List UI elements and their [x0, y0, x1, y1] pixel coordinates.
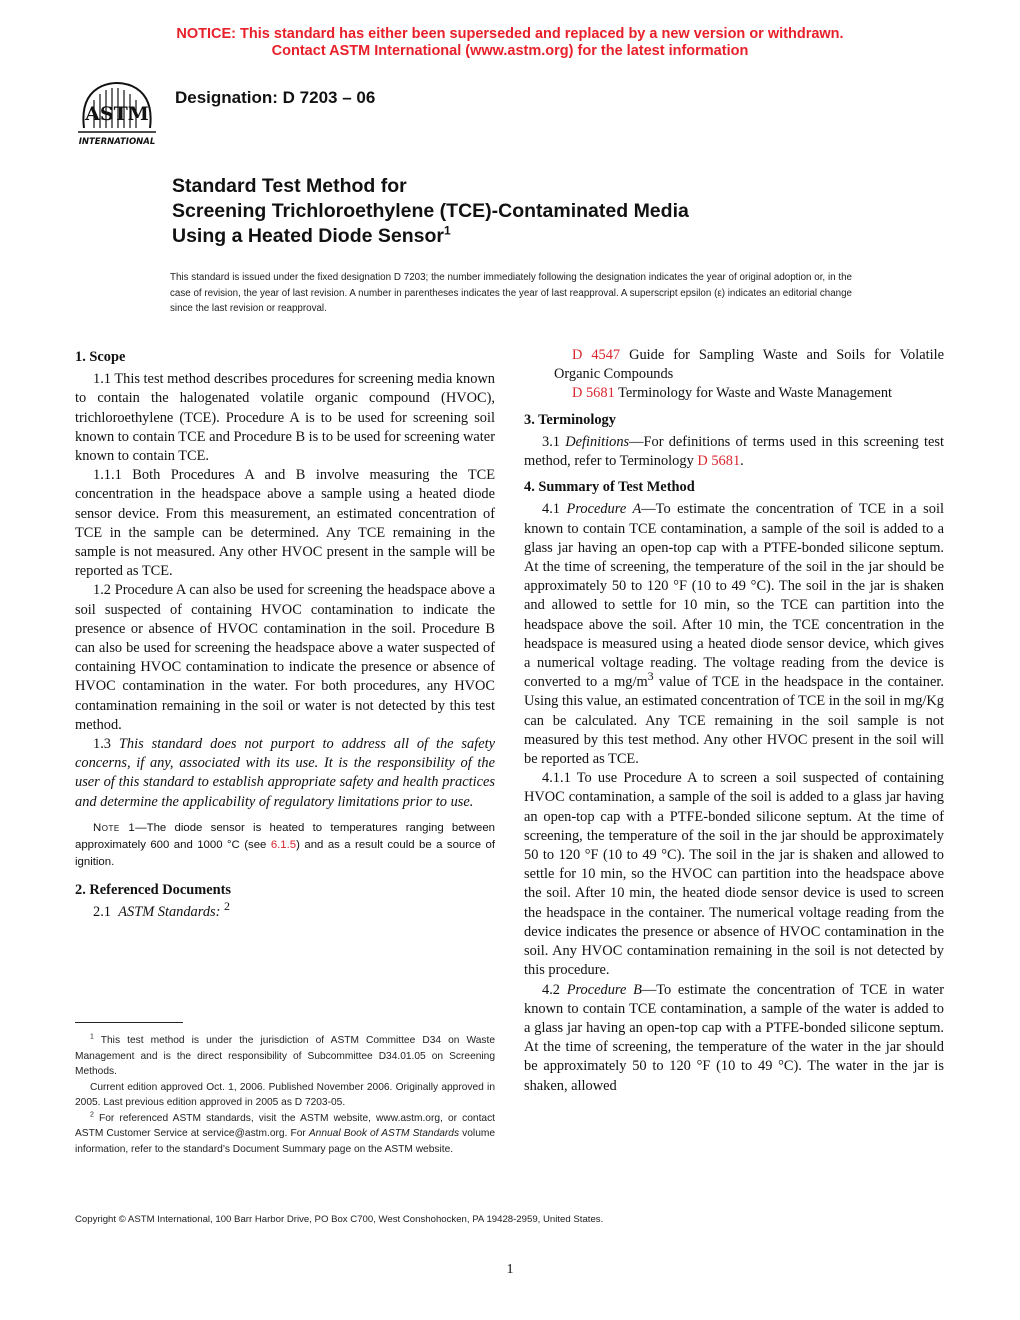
footnote-divider	[75, 1022, 183, 1023]
astm-logo	[72, 76, 162, 150]
document-title	[172, 174, 872, 249]
ref-d5681-link[interactable]: D 5681	[572, 385, 615, 402]
section-referenced-heading: 2. Referenced Documents	[75, 881, 231, 898]
para-1-1-1: 1.1.1 Both Procedures A and B involve measuring the TCE concentration in the headspace above a sample using a heated diode sensor device. From this measurement, an estimated concentration of TCE in the sample can be determined. Any TCE remaining in the sample is not measured. Any other HVOC present in the sample will be reported as TCE.	[75, 467, 495, 580]
note-ref-link[interactable]: 6.1.5	[270, 838, 297, 851]
footnotes	[75, 1033, 495, 1157]
para-2-1: 2.1 ASTM Standards: $^2$	[93, 899, 231, 921]
notice-line-1: NOTICE: This standard has either been superseded and replaced by a new version or withdrawn.	[176, 26, 844, 42]
logo-subtext: INTERNATIONAL	[78, 137, 156, 147]
note-1: Note 1—The diode sensor is heated to temperatures ranging between approximately 600 and 1000 °C (see 6.1.5) and as a result could be a source of ignition.	[75, 821, 495, 868]
terminology-ref-link[interactable]: D 5681	[697, 453, 741, 470]
logo-text: ASTM	[85, 103, 149, 125]
footnote-1: $^1$ This test method is under the jurisdiction of ASTM Committee D34 on Waste Management and is the direct responsibility of Subcommittee D34.01.05 on Screening Methods.	[75, 1033, 495, 1077]
right-column	[524, 346, 944, 1096]
withdrawal-notice	[0, 26, 1020, 60]
footnote-2: $^2$ For referenced ASTM standards, visit the ASTM website, www.astm.org, or contact ASTM Customer Service at service@astm.org. For Annual Book of ASTM Standards volume information, refer to the standard’s Document Summary page on the ASTM website.	[75, 1111, 496, 1155]
ref-d5681: D 5681 Terminology for Waste and Waste Management	[572, 385, 893, 402]
para-3-1: 3.1 Definitions—For definitions of terms used in this screening test method, refer to Terminology D 5681.	[524, 433, 944, 470]
title-footnote-mark[interactable]: 1	[443, 223, 451, 238]
copyright: Copyright © ASTM International, 100 Barr Harbor Drive, PO Box C700, West Conshohocken, PA 19428-2959, United States.	[75, 1214, 604, 1225]
section-summary-heading: 4. Summary of Test Method	[524, 479, 695, 496]
para-4-1: 4.1 Procedure A—To estimate the concentration of TCE in a soil known to contain TCE contamination, a sample of the soil is added to a glass jar having an open-top cap with a PTFE-bonded silicone septum. At the time of screening, the temperature of the soil in the jar should be approximately 50 to 120 °F (10 to 49 °C). The soil in the jar is shaken and allowed to settle for 10 min, so the TCE can partition into the headspace above the soil. After 10 min, the TCE concentration in the headspace is measured using a heated diode sensor device, which gives a numerical voltage reading. The voltage reading from the device is converted to a $mg/m^3$ value of TCE in the headspace in the container. Using this value, an estimated concentration of TCE in the soil in mg/Kg can be calculated. Any TCE remaining in the soil sample is not measured by this test method. Any other HVOC present in the soil will be reported as TCE.	[524, 501, 944, 768]
section-terminology-heading: 3. Terminology	[524, 411, 616, 428]
title-line-2: Screening Trichloroethylene (TCE)-Contaminated Media	[172, 200, 689, 222]
preamble: This standard is issued under the fixed designation D 7203; the number immediately following the designation indicates the year of original adoption or, in the case of revision, the year of last revision. A number in parentheses indicates the year of last reapproval. A superscript epsilon (ε) indicates an editorial change since the last revision or reapproval.	[170, 272, 852, 314]
designation: Designation: D 7203 – 06	[175, 88, 376, 107]
para-1-3: 1.3 This standard does not purport to address all of the safety concerns, if any, associated with its use. It is the responsibility of the user of this standard to establish appropriate safety and health practices and determine the applicability of regulatory limitations prior to use.	[75, 736, 495, 810]
title-line-1: Standard Test Method for	[172, 175, 407, 197]
para-4-2: 4.2 Procedure B—To estimate the concentration of TCE in water known to contain TCE contamination, a sample of the water is added to a glass jar having an open-top cap with a PTFE-bonded silicone septum. At the time of screening, the temperature of the water in the jar should be approximately 50 to 120 °F (10 to 49 °C). The water in the jar is shaken, allowed	[524, 981, 944, 1094]
footnote-1-edition: Current edition approved Oct. 1, 2006. Published November 2006. Originally approved in 2005. Last previous edition approved in 2005 as D 7203-05.	[75, 1081, 495, 1108]
ref-d4547: D 4547 Guide for Sampling Waste and Soils for Volatile Organic Compounds	[554, 347, 944, 383]
para-1-1: 1.1 This test method describes procedures for screening media known to contain the halogenated volatile organic compound (HVOC), trichloroethylene (TCE). Procedure A is to be used for screening soil known to contain TCE and Procedure B is to be used for screening water known to contain TCE.	[75, 371, 495, 465]
notice-line-2: Contact ASTM International (www.astm.org) for the latest information	[271, 43, 749, 59]
page-number: 1	[506, 1262, 514, 1277]
section-scope-heading: 1. Scope	[75, 349, 126, 365]
ref-d4547-link[interactable]: D 4547	[572, 347, 621, 363]
left-column	[75, 346, 495, 922]
title-line-3: Using a Heated Diode Sensor$^1$	[172, 223, 451, 247]
para-4-1-1: 4.1.1 To use Procedure A to screen a soil suspected of containing HVOC contamination, a sample of the soil is added to a glass jar having an open-top cap with a PTFE-bonded silicone septum. At the time of screening, the temperature of the soil in the jar should be approximately 50 to 120 °F (10 to 49 °C). The soil in the jar is shaken and allowed to settle for 10 min, so the HVOC can partition into the headspace above the soil. After 10 min, the heated diode sensor device is used to screen the headspace in the container. The numerical voltage reading from the device indicates the presence or absence of HVOC contamination in the soil. Any HVOC contamination remaining in the soil is not detected by this procedure.	[524, 770, 944, 979]
para-1-2: 1.2 Procedure A can also be used for screening the headspace above a soil suspected of containing HVOC contamination to indicate the presence or absence of HVOC contamination in the soil. Procedure B can also be used for screening the headspace above a water suspected of containing HVOC contamination to indicate the presence or absence of HVOC contamination in the water. For both procedures, any HVOC contamination remaining in the soil or water is not detected by this test method.	[75, 582, 495, 733]
